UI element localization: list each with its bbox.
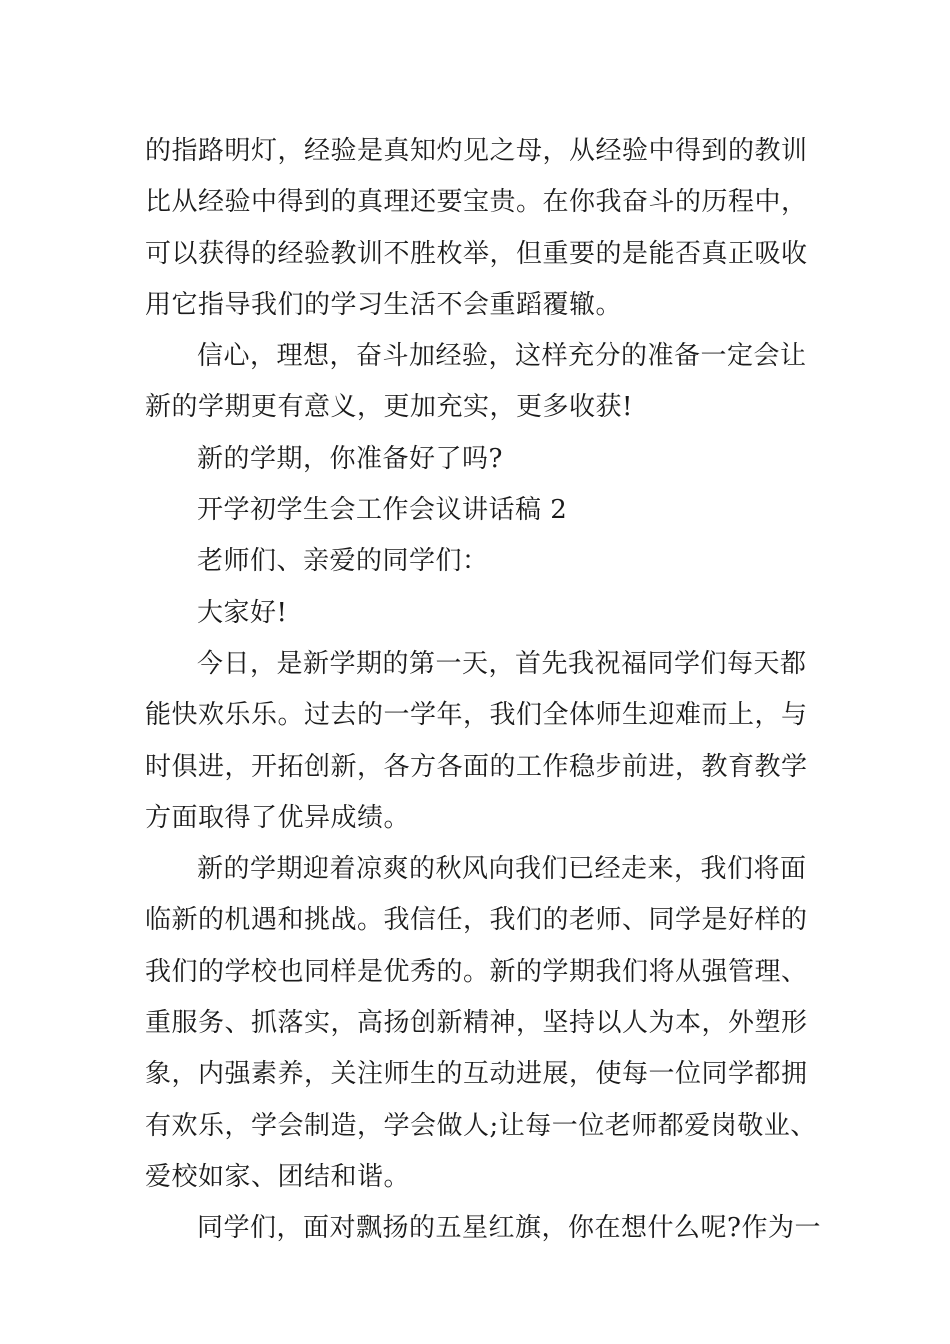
text-line: 用它指导我们的学习生活不会重蹈覆辙。: [145, 289, 623, 320]
salutation: 老师们、亲爱的同学们：: [197, 546, 489, 577]
document-body: [145, 126, 821, 1255]
text-line: 能快欢乐乐。过去的一学年，我们全体师生迎难而上，与: [145, 700, 808, 731]
text-line: 可以获得的经验教训不胜枚举，但重要的是能否真正吸收: [145, 238, 808, 269]
paragraph-first-line: 新的学期迎着凉爽的秋风向我们已经走来，我们将面: [197, 854, 807, 885]
paragraph-first-line: 今日，是新学期的第一天，首先我祝福同学们每天都: [197, 648, 807, 679]
greeting: 大家好!: [197, 597, 288, 628]
text-line: 的指路明灯，经验是真知灼见之母，从经验中得到的教训: [145, 136, 808, 166]
paragraph-first-line: 信心，理想，奋斗加经验，这样充分的准备一定会让: [197, 341, 807, 372]
text-line: 新的学期更有意义，更加充实，更多收获!: [145, 392, 633, 423]
text-line: 有欢乐，学会制造，学会做人;让每一位老师都爱岗敬业、: [145, 1110, 817, 1141]
text-line: 方面取得了优异成绩。: [145, 802, 411, 833]
text-line: 时俱进，开拓创新，各方各面的工作稳步前进，教育教学: [145, 751, 808, 782]
section-heading: 开学初学生会工作会议讲话稿 2: [197, 495, 568, 526]
text-line: 象，内强素养，关注师生的互动进展，使每一位同学都拥: [145, 1059, 808, 1090]
text-line: 我们的学校也同样是优秀的。新的学期我们将从强管理、: [145, 956, 808, 987]
text-line: 比从经验中得到的真理还要宝贵。在你我奋斗的历程中，: [145, 187, 808, 218]
text-line: 重服务、抓落实，高扬创新精神，坚持以人为本，外塑形: [145, 1008, 808, 1039]
text-line: 爱校如家、团结和谐。: [145, 1161, 411, 1192]
paragraph-first-line: 新的学期，你准备好了吗?: [197, 443, 503, 474]
text-line: 临新的机遇和挑战。我信任，我们的老师、同学是好样的: [145, 905, 808, 936]
paragraph-first-line: 同学们，面对飘扬的五星红旗，你在想什么呢?作为一: [197, 1213, 821, 1244]
